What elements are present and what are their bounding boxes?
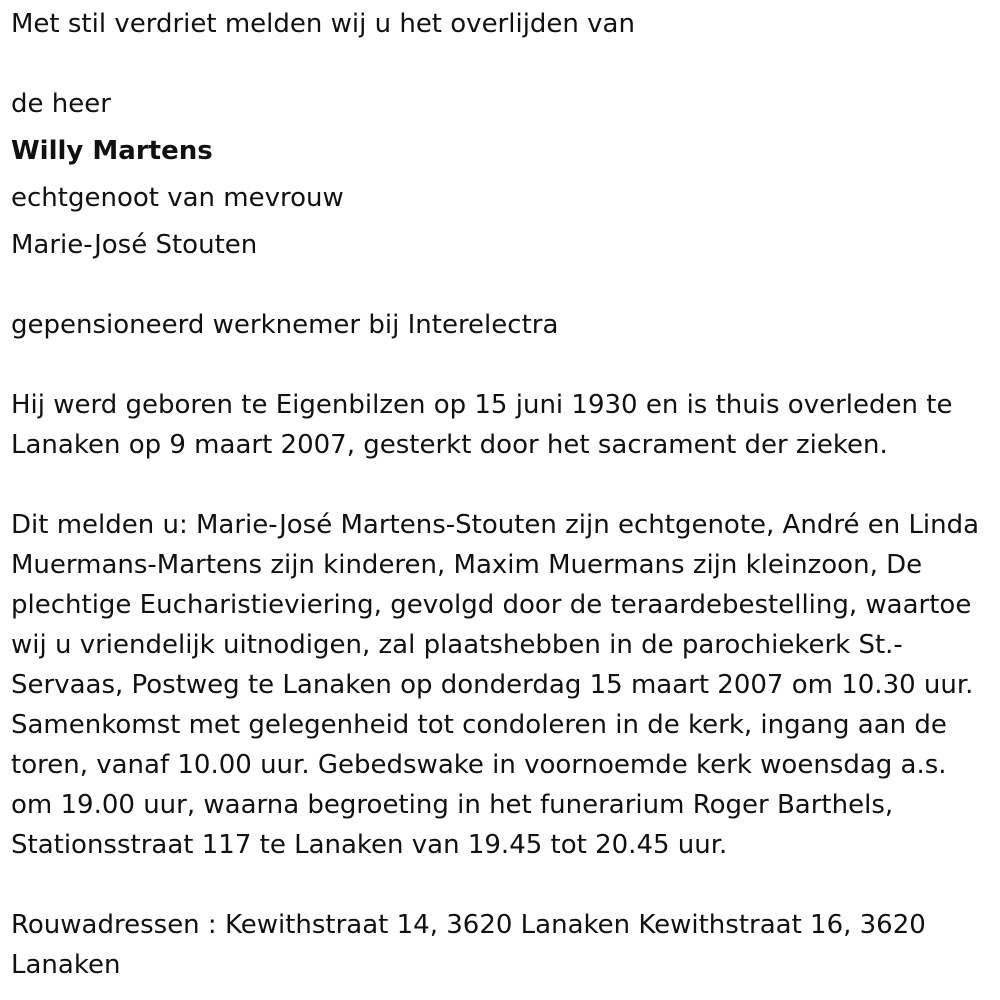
salutation: de heer xyxy=(11,89,111,119)
announcement-text: Dit melden u: Marie-José Martens-Stouten zijn echtgenote, André en Linda Muermans-Martens zijn kinderen, Maxim Muermans zijn kleinzoon, De plechtige Eucharistieviering, gevolgd door de teraardebestelling, waartoe wij u vriendelijk uitnodigen, zal plaatshebben in de parochiekerk St.-Servaas, Postweg te Lanaken op donderdag 15 maart 2007 om 10.30 uur. Samenkomst met gelegenheid tot condoleren in de kerk, ingang aan de toren, vanaf 10.00 uur. Gebedswake in voornoemde kerk woensdag a.s. om 19.00 uur, waarna begroeting in het funerarium Roger Barthels, Stationsstraat 117 te Lanaken van 19.45 tot 20.45 uur. xyxy=(11,510,980,860)
occupation: gepensioneerd werknemer bij Interelectra xyxy=(11,310,559,340)
mourning-addresses: Rouwadressen : Kewithstraat 14, 3620 Lanaken Kewithstraat 16, 3620 Lanaken xyxy=(11,910,926,980)
deceased-name: Willy Martens xyxy=(11,136,213,166)
intro-text: Met stil verdriet melden wij u het overlijden van xyxy=(11,9,635,39)
birth-death-text: Hij werd geboren te Eigenbilzen op 15 juni 1930 en is thuis overleden te Lanaken op 9 maart 2007, gesterkt door het sacrament der zieken. xyxy=(11,390,953,460)
spouse-label: echtgenoot van mevrouw xyxy=(11,183,344,213)
spouse-name: Marie-José Stouten xyxy=(11,230,258,260)
